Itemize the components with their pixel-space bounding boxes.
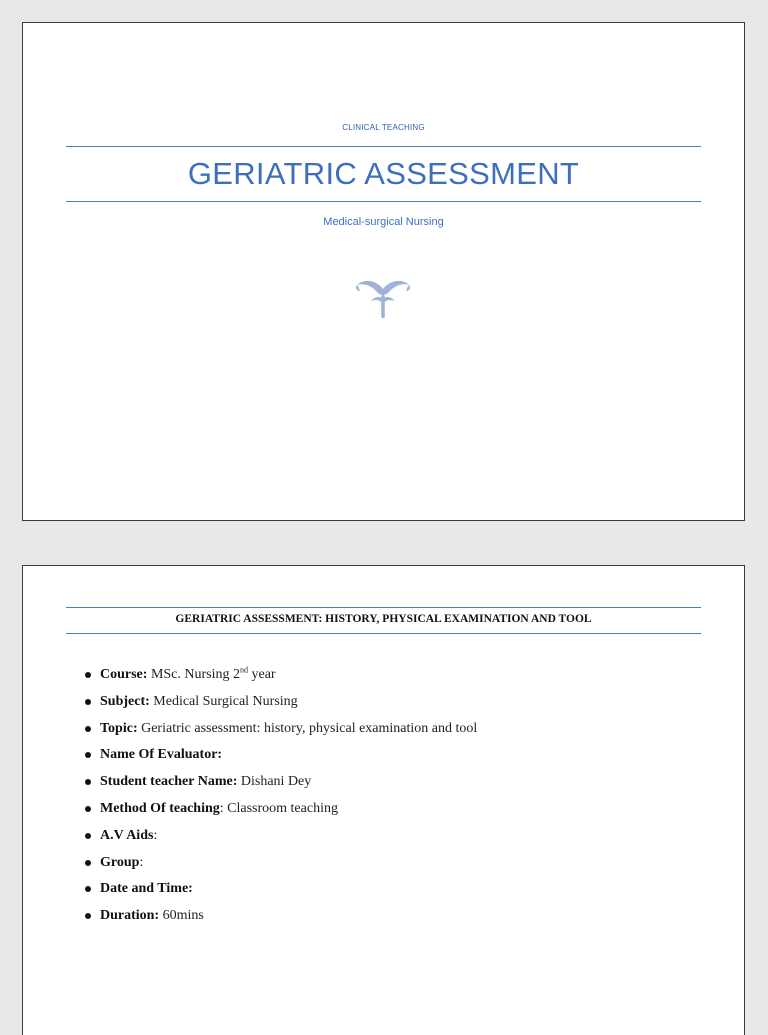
- list-item: [83, 800, 477, 827]
- item-value-after: year: [248, 667, 276, 682]
- item-label: Course:: [100, 667, 148, 682]
- item-value: MSc. Nursing 2: [147, 667, 240, 682]
- item-label: Date and Time:: [100, 881, 193, 897]
- fleuron-ornament-icon: [353, 277, 413, 319]
- item-value: Geriatric assessment: history, physical examination and tool: [137, 720, 478, 736]
- details-list: [83, 666, 477, 934]
- list-item: [83, 746, 477, 773]
- item-label: A.V Aids: [100, 827, 154, 843]
- cover-title: GERIATRIC ASSESSMENT: [187, 156, 580, 191]
- item-value: : Classroom teaching: [219, 800, 338, 816]
- list-item: [83, 880, 477, 907]
- item-label: Subject:: [100, 693, 150, 709]
- list-item: [83, 773, 477, 800]
- item-value: :: [139, 854, 144, 870]
- heading-bottom-rule: [66, 633, 701, 634]
- item-label: Name Of Evaluator:: [100, 747, 223, 763]
- heading-top-rule: [66, 607, 701, 608]
- cover-subtitle: Medical-surgical Nursing: [323, 216, 444, 228]
- list-item: [83, 720, 477, 747]
- bullet-icon: [85, 833, 91, 839]
- bullet-icon: [85, 860, 91, 866]
- bullet-icon: [85, 699, 91, 705]
- title-bottom-rule: [66, 201, 701, 202]
- bullet-icon: [85, 752, 91, 758]
- list-item: [83, 693, 477, 720]
- item-label: Duration:: [100, 908, 160, 924]
- item-value: 60mins: [159, 908, 204, 924]
- title-top-rule: [66, 146, 701, 147]
- bullet-icon: [85, 672, 91, 678]
- list-item: [83, 827, 477, 854]
- item-label: Topic:: [100, 720, 138, 736]
- list-item: [83, 666, 477, 693]
- item-label: Student teacher Name:: [100, 774, 238, 790]
- details-heading: GERIATRIC ASSESSMENT: HISTORY, PHYSICAL EXAMINATION AND TOOL: [175, 613, 592, 625]
- item-value: Medical Surgical Nursing: [149, 693, 298, 709]
- cover-page: [22, 22, 745, 521]
- details-page: [22, 565, 745, 1035]
- bullet-icon: [85, 726, 91, 732]
- item-label: Group: [100, 854, 140, 870]
- list-item: [83, 854, 477, 881]
- bullet-icon: [85, 779, 91, 785]
- bullet-icon: [85, 806, 91, 812]
- item-superscript: nd: [240, 665, 248, 675]
- item-value: :: [153, 827, 158, 843]
- list-item: [83, 907, 477, 934]
- cover-kicker: CLINICAL TEACHING: [342, 123, 425, 132]
- bullet-icon: [85, 913, 91, 919]
- item-label: Method Of teaching: [100, 800, 220, 816]
- item-value: Dishani Dey: [237, 774, 312, 790]
- bullet-icon: [85, 886, 91, 892]
